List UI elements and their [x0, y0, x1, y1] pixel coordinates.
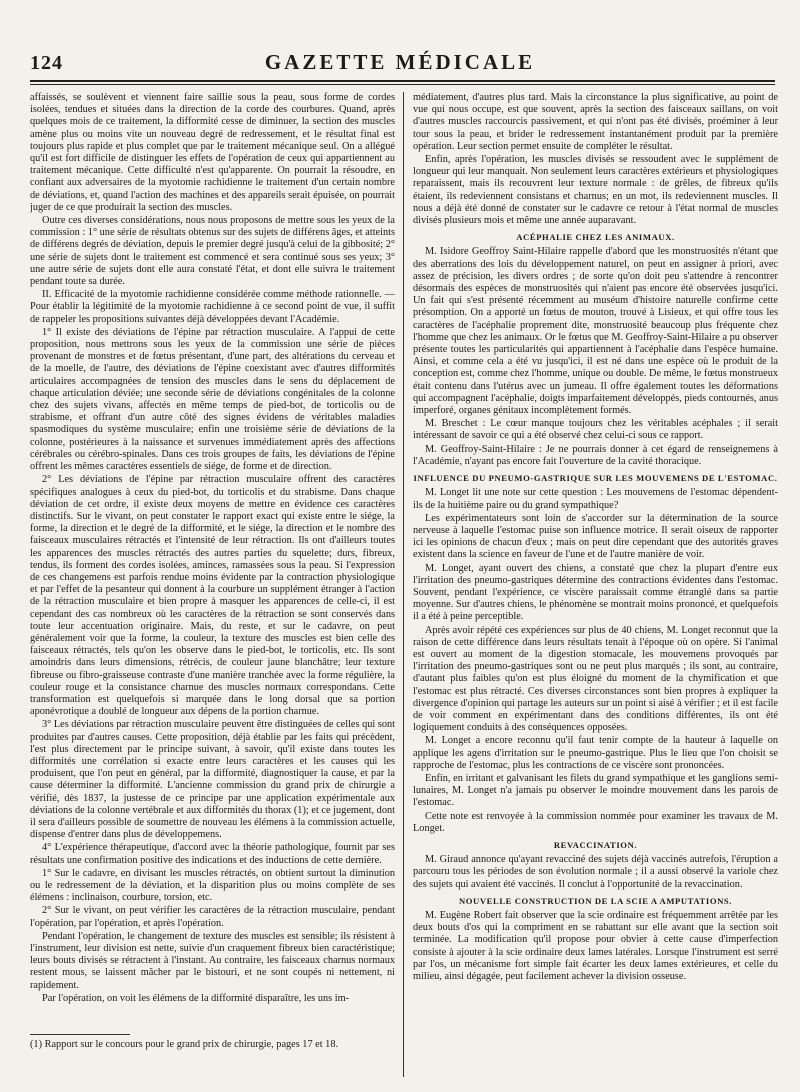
paragraph: Les expérimentateurs sont loin de s'accorder sur la détermination de la source nerveuse à laquelle l'estomac puise son influence motrice. Il serait oiseux de rapporter ici les opinions de chacun d'eux ; mais on peut dire cependant que des autorités graves existent dans la science en faveur de l'une et de l'autre manière de voir. — [413, 512, 778, 561]
paragraph: affaissés, se soulèvent et viennent faire saillie sous la peau, sous forme de cordes isolées, tendues et situées dans la direction de la corde des courbures. Quand, après quelques mois de ce traitement, la difformité cesse de diminuer, la section des muscles amène plus ou moins vite un nouveau degré de redressement, et le résultat final est toujours plus rapide et plus complet que par le traitement mécanique seul. On a allégué qu'il est fort difficile de distinguer les effets de l'opération de ceux qui appartiennent au traitement mécanique. Cette difficulté n'est qu'apparente. On pourrait la résoudre, en confiant aux adversaires de la myotomie rachidienne le traitement d'un certain nombre de déviations, et, quand l'action des machines et des appareils serait épuisée, on pourrait juger de ce que produirait la section des muscles. — [30, 92, 395, 213]
left-column — [30, 92, 395, 1032]
paragraph: 3° Les déviations par rétraction musculaire peuvent être distinguées de celles qui sont produites par d'autres causes. Cette proposition, déjà établie par les faits qui précèdent, l'est plus directement par le principe suivant, à savoir, qu'il existe dans toutes les difformités une corrélation si exacte entre leurs caractères et les causes qui les produisent, que l'on peut en général, par la difformité, diagnostiquer la cause, et par la cause déterminer la difformité. L'ancienne commission du grand prix de chirurgie a vérifié, dès 1837, la justesse de ce principe par une application expérimentale aux déviations de la colonne vertébrale et aux difformités du thorax (1); et ce jugement, dont il sera d'ailleurs possible de soumettre de nouveau les élémens à la commission actuelle, dispense d'entrer dans plus de développemens. — [30, 719, 395, 841]
paragraph: 4° L'expérience thérapeutique, d'accord avec la théorie pathologique, fournit par ses résultats une confirmation positive des indications et des inductions de cette dernière. — [30, 842, 395, 866]
header-rule-thin — [30, 84, 775, 85]
paragraph: 2° Sur le vivant, on peut vérifier les caractères de la rétraction musculaire, pendant l'opération, par l'opération, et après l'opération. — [30, 905, 395, 929]
section-heading: ACÉPHALIE CHEZ LES ANIMAUX. — [516, 232, 675, 243]
paragraph: Pendant l'opération, le changement de texture des muscles est sensible; ils résistent à l'instrument, leur division est nette, suivie d'un craquement fibreux bien caractéristique; leurs bouts divisés se rétractent à l'instant. Au contraire, les faisceaux charnus normaux restent mous, se laissent mâcher par le bistouri, et ne sont coupés ni nettement, ni rapidement. — [30, 930, 395, 991]
paragraph: M. Longet lit une note sur cette question : Les mouvemens de l'estomac dépendent-ils de la huitième paire ou du grand sympathique? — [413, 487, 778, 511]
paragraph: Cette note est renvoyée à la commission nommée pour examiner les travaux de M. Longet. — [413, 810, 778, 834]
section-heading: NOUVELLE CONSTRUCTION DE LA SCIE A AMPUTATIONS. — [458, 895, 733, 906]
paragraph: Par l'opération, on voit les élémens de la difformité disparaître, les uns im- — [42, 992, 350, 1004]
paragraph: Enfin, après l'opération, les muscles divisés se ressoudent avec le supplément de longueur qui leur manquait. Non seulement leurs caractères extérieurs et physiologiques reparaissent, mais ils recouvrent leur texture normale : de grêles, de fibreux qu'ils étaient, ils redeviennent consistans et charnus; en un mot, ils redeviennent muscles. Il nous a déjà été donné de constater sur le cadavre ce retour à l'état normal de muscles divisés plusieurs mois et même une année auparavant. — [413, 154, 778, 227]
journal-title: GAZETTE MÉDICALE — [264, 50, 536, 74]
paragraph: Après avoir répété ces expériences sur plus de 40 chiens, M. Longet reconnut que la raison de cette différence dans leurs résultats tenait à l'époque où on opère. Si l'animal est ouvert au moment de la digestion stomacale, les mouvemens provoqués par l'irritation des pneumo-gastriques sont ou ne peut plus marqués ; ils sont, au contraire, d'autant plus faibles qu'on est plus éloigné du moment de la chymification et que l'estomac est plus rétracté. Ces diverses circonstances sont bien propres à expliquer la divergence d'opinion qui partage les auteurs sur un point si aisé à vérifier ; et il est facile de voir comment en expérimentant dans des conditions différentes, ils ont été logiquement conduits à des conséquences opposées. — [413, 624, 778, 734]
column-divider — [403, 92, 404, 1077]
paragraph: Outre ces diverses considérations, nous nous proposons de mettre sous les yeux de la commission : 1° une série de résultats obtenus sur des sujets de différens âges, et atteints de différens degrés de déviation, depuis le premier degré jusqu'à celui de la gibbosité; 2° une série de sujets dont le traitement est commencé et sera continué sous ses yeux; 3° une autre série de sujets dont elle aura constaté l'état, et dont elle suivra le traitement pendant toute sa durée. — [30, 215, 395, 288]
paragraph: M. Breschet : Le cœur manque toujours chez les véritables acéphales ; il serait intéressant de savoir ce qui a été observé chez celui-ci sous ce rapport. — [413, 418, 778, 442]
section-heading: REVACCINATION. — [553, 839, 638, 850]
paragraph: 2° Les déviations de l'épine par rétraction musculaire offrent des caractères spécifiques analogues à ceux du pied-bot, du torticolis et du strabisme. Dans chaque déviation de cet ordre, il existe deux moyens de mettre en évidence ces caractères distinctifs. Sur le vivant, on peut constater le rapport exact qui existe entre le siége, la forme, la direction et le degré de la difformité, et le siége, la direction et le nombre des faisceaux musculaires rétractés et l'intensité de leur rétraction. Ils ont d'ailleurs toutes les apparences des muscles rétractés des autres parties du squelette; durs, fibreux, tendus, ils forment des cordes isolées, aminces, ramassées sous la peau. Si l'expression de ces changemens est parfois rendue moins évidente par la contraction physiologique et par l'effet de la pesanteur qui donnent à la courbure un supplément étranger à l'action de la rétraction musculaire et bien propre à masquer les apparences de celle-ci, il est cependant des cas nombreux où les caractères de la rétraction se sont conservés dans toute leur accentuation originaire. Mais, du reste, et sur le cadavre, on peut généralement voir que la forme, la couleur, la texture des muscles est bien celle des faisceaux rétractés, tels qu'on les observe dans le pied-bot, le torticolis, etc. Ils sont amoindris dans leurs dimensions, rétrécis, de couleur jaune blanchâtre; leur texture fibreuse ou fibro-graisseuse contraste d'une manière tranchée avec la forme régulière, la couleur rouge et la consistance charnue des muscles normaux correspondans. Cette transformation est quelquefois si marquée dans le long dorsal que sa portion aponévrotique a doublé de longueur aux dépens de la portion charnue. — [30, 474, 395, 718]
paragraph: II. Efficacité de la myotomie rachidienne considérée comme méthode rationnelle. — Pour établir la légitimité de la myotomie rachidienne à ce second point de vue, il suffit de rappeler les propositions suivantes déjà développées devant l'Académie. — [30, 289, 395, 325]
paragraph: M. Longet a encore reconnu qu'il faut tenir compte de la hauteur à laquelle on applique les agens d'irritation sur le pneumo-gastrique. Plus le lieu que l'on choisit se rapproche de l'estomac, plus les contractions de ce viscère sont prononcées. — [413, 735, 778, 771]
footnote-rule — [30, 1034, 130, 1035]
paragraph: M. Isidore Geoffroy Saint-Hilaire rappelle d'abord que les monstruosités n'étant que des aberrations des lois du développement naturel, on peut en assigner à priori, avec assez de précision, les divers ordres ; de sorte qu'on doit peu s'attendre à rencontrer désormais des espèces de monstruosités qui n'aient pas encore été observées jusqu'ici. Un fait qui s'est présenté récemment au muséum d'histoire naturelle confirme cette présomption. On a apporté un fœtus de mouton, trouvé à Lisieux, et qui offre tous les caractères de l'acéphalie proprement dite, monstruosité beaucoup plus fréquente chez l'homme que chez les animaux. Or le fœtus que M. Geoffroy-Saint-Hilaire a pu observer présente toutes les particularités qui appartiennent à l'acéphalie dans l'espèce humaine. Ainsi, et comme cela a été vu jusqu'ici, il est né dans une espèce où le produit de la conception est, comme chez l'homme, unique ou double. De même, le fœtus monstrueux était contenu dans l'utérus avec un jumeau. Il offre également toutes les déformations qui accompagnent l'acéphalie, doigts imparfaitement développés, pieds contournés, anus imperforé, organes génitaux incomplètement formés. — [413, 246, 778, 417]
right-column — [413, 92, 778, 1032]
paragraph: M. Giraud annonce qu'ayant revacciné des sujets déjà vaccinés autrefois, l'éruption a parcouru tous les périodes de son évolution normale ; il a aussi observé la variole chez des sujets qui avaient été vaccinés. Il conclut à l'opportunité de la revaccination. — [413, 854, 778, 890]
paragraph: Enfin, en irritant et galvanisant les filets du grand sympathique et les ganglions semi-lunaires, M. Longet n'a jamais pu observer le moindre mouvement dans les parois de l'estomac. — [413, 772, 778, 809]
section-heading: INFLUENCE DU PNEUMO-GASTRIQUE SUR LES MOUVEMENS DE L'ESTOMAC. — [413, 473, 778, 484]
page-number: 124 — [30, 52, 63, 74]
paragraph: M. Longet, ayant ouvert des chiens, a constaté que chez la plupart d'entre eux l'irritation des pneumo-gastriques détermine des contractions évidentes dans l'estomac. Souvent, pendant l'expérience, ce viscère paraissait comme étranglé dans sa partie moyenne. Sur d'autres chiens, le phénomène se montrait moins prononcé, et quelquefois il a été à peine perceptible. — [413, 562, 778, 623]
footnote: (1) Rapport sur le concours pour le grand prix de chirurgie, pages 17 et 18. — [30, 1039, 339, 1050]
paragraph: 1° Il existe des déviations de l'épine par rétraction musculaire. A l'appui de cette proposition, nous mettrons sous les yeux de la commission une série de pièces provenant de monstres et de fœtus présentant, d'une part, des altérations du cerveau et de la moelle, de l'autre, des déviations de l'épine coexistant avec d'autres difformités articulaires accompagnées de tension des muscles dans le sens du déplacement de chaque articulation déviée; une seconde série de déviations congénitales de la colonne chez des sujets vivans, affectés en même temps de pied-bot, de torticolis ou de strabisme, et offrant d'un autre côté des signes évidens de véritables maladies spasmodiques du système musculaire; enfin une troisième série de déviations de la colonne, postérieures à la naissance et survenues immédiatement après des affections cérébrales ou cérébro-spinales. Dans ces trois groupes de faits, les déviations de l'épine offrent les mêmes caractères essentiels de siége, de forme et de direction. — [30, 326, 395, 473]
paragraph: médiatement, d'autres plus tard. Mais la circonstance la plus significative, au point de vue qui nous occupe, est que souvent, après la section des faisceaux saillans, on voit d'autres muscles raccourcis passivement, et qui n'ont pas été divisés, proéminer à leur tour sous la peau, et brider le redressement instantanément produit par la première opération. Leur section permet ensuite de compléter le résultat. — [413, 92, 778, 152]
paragraph: 1° Sur le cadavre, en divisant les muscles rétractés, on obtient surtout la diminution ou le redressement de la déviation, et la disparition plus ou moins complète de ses élémens : inclinaison, courbure, torsion, etc. — [30, 867, 395, 904]
paragraph: M. Geoffroy-Saint-Hilaire : Je ne pourrais donner à cet égard de renseignemens à l'Académie, n'ayant pas encore fait l'ouverture de la cavité thoracique. — [413, 443, 778, 467]
header-rule — [30, 80, 775, 82]
paragraph: M. Eugène Robert fait observer que la scie ordinaire est fréquemment arrêtée par les deux bouts d'os qui la compriment en se rabattant sur elle avant que la section soit terminée. La modification qu'il propose pour obvier à cette cause d'imperfection consiste à ajouter à la scie ordinaire deux lames latérales. Lorsque l'instrument est serré par l'os, un mécanisme fort simple fait écarter les deux lames extérieures, et celle du milieu, ainsi dégagée, peut facilement achever la division osseuse. — [413, 910, 778, 983]
